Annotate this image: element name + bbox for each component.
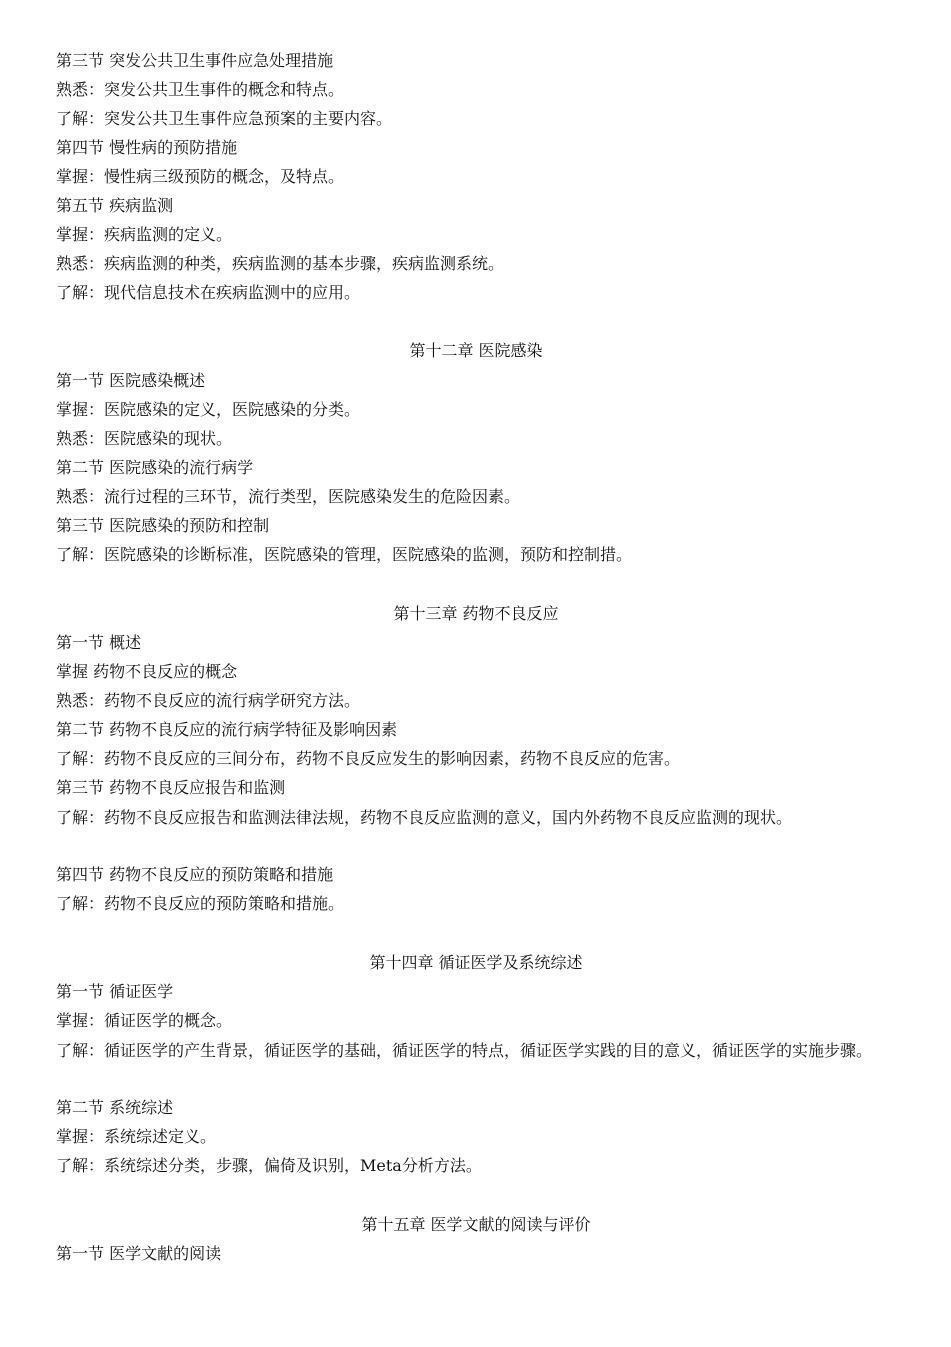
requirement-line: 熟悉：疾病监测的种类，疾病监测的基本步骤，疾病监测系统。	[56, 254, 505, 273]
requirement-line: 了解：药物不良反应报告和监测法律法规，药物不良反应监测的意义，国内外药物不良反应监测的现状。	[56, 808, 793, 827]
section-heading: 第五节 疾病监测	[56, 196, 174, 215]
section-heading: 第二节 药物不良反应的流行病学特征及影响因素	[56, 720, 398, 739]
requirement-line: 熟悉：突发公共卫生事件的概念和特点。	[56, 80, 345, 99]
requirement-line: 了解：系统综述分类，步骤，偏倚及识别，Meta分析方法。	[56, 1156, 482, 1175]
requirement-line: 了解：循证医学的产生背景，循证医学的基础，循证医学的特点，循证医学实践的目的意义，循证医学的实施步骤。	[56, 1041, 873, 1060]
requirement-line: 掌握：慢性病三级预防的概念，及特点。	[56, 167, 345, 186]
requirement-line: 掌握 药物不良反应的概念	[56, 662, 238, 681]
section-heading: 第二节 系统综述	[56, 1098, 174, 1117]
section-heading: 第三节 突发公共卫生事件应急处理措施	[56, 51, 334, 70]
requirement-line: 熟悉：药物不良反应的流行病学研究方法。	[56, 691, 361, 710]
section-heading: 第二节 医院感染的流行病学	[56, 458, 254, 477]
requirement-line: 掌握：循证医学的概念。	[56, 1011, 233, 1030]
requirement-line: 了解：现代信息技术在疾病监测中的应用。	[56, 283, 361, 302]
section-heading: 第四节 药物不良反应的预防策略和措施	[56, 865, 334, 884]
requirement-line: 掌握：医院感染的定义，医院感染的分类。	[56, 400, 361, 419]
requirement-line: 了解：药物不良反应的预防策略和措施。	[56, 894, 345, 913]
section-heading: 第一节 循证医学	[56, 982, 174, 1001]
chapter-title: 第十五章 医学文献的阅读与评价	[361, 1215, 591, 1234]
requirement-line: 熟悉：流行过程的三环节，流行类型，医院感染发生的危险因素。	[56, 487, 521, 506]
section-heading: 第一节 医院感染概述	[56, 371, 206, 390]
requirement-line: 了解：医院感染的诊断标准，医院感染的管理，医院感染的监测，预防和控制措。	[56, 545, 633, 564]
section-heading: 第一节 概述	[56, 633, 142, 652]
requirement-line: 掌握：疾病监测的定义。	[56, 225, 233, 244]
chapter-title: 第十三章 药物不良反应	[393, 604, 559, 623]
section-heading: 第三节 医院感染的预防和控制	[56, 516, 270, 535]
requirement-line: 了解：突发公共卫生事件应急预案的主要内容。	[56, 109, 393, 128]
requirement-line: 了解：药物不良反应的三间分布，药物不良反应发生的影响因素，药物不良反应的危害。	[56, 749, 681, 768]
requirement-line: 掌握：系统综述定义。	[56, 1127, 217, 1146]
section-heading: 第三节 药物不良反应报告和监测	[56, 778, 286, 797]
section-heading: 第一节 医学文献的阅读	[56, 1244, 222, 1263]
chapter-title: 第十二章 医院感染	[409, 341, 543, 360]
section-heading: 第四节 慢性病的预防措施	[56, 138, 238, 157]
requirement-line: 熟悉：医院感染的现状。	[56, 429, 233, 448]
chapter-title: 第十四章 循证医学及系统综述	[369, 953, 583, 972]
